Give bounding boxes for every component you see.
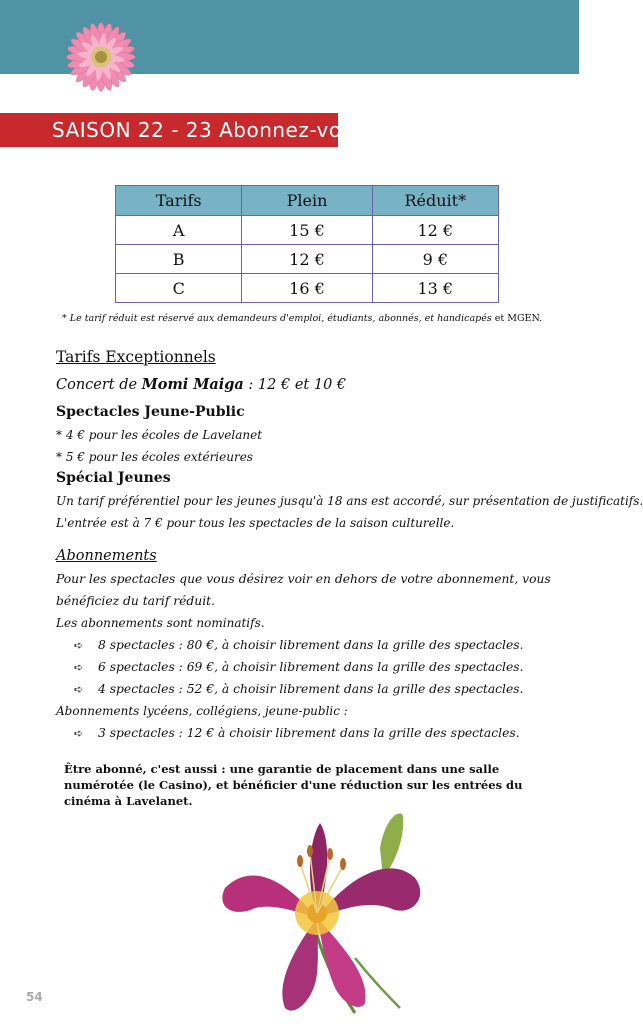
gerbera-flower-image xyxy=(58,14,144,100)
table-cell: 13 € xyxy=(372,274,498,303)
concert-line xyxy=(56,372,556,402)
table-cell: C xyxy=(116,274,242,303)
abonnements-lyceens: Abonnements lycéens, collégiens, jeune-public : xyxy=(56,704,348,718)
table-cell: 12 € xyxy=(372,216,498,245)
tarifs-table xyxy=(115,185,499,303)
list-item xyxy=(56,656,556,678)
page-number: 54 xyxy=(26,990,43,1004)
table-header: Réduit* xyxy=(372,186,498,216)
table-header: Plein xyxy=(242,186,372,216)
list-item-text: 3 spectacles : 12 € à choisir librement dans la grille des spectacles. xyxy=(98,726,520,740)
exceptionnels-heading: Tarifs Exceptionnels xyxy=(56,348,216,366)
arrow-right-icon: ➪ xyxy=(74,683,84,696)
abonnements-nominatifs: Les abonnements sont nominatifs. xyxy=(56,616,265,630)
season-banner: SAISON 22 - 23 Abonnez-vous ! xyxy=(0,113,338,147)
abonnements-intro: Pour les spectacles que vous désirez voir en dehors de votre abonnement, vous bénéficiez du tarif réduit. xyxy=(56,572,551,608)
abonne-note: Être abonné, c'est aussi : une garantie de placement dans une salle numérotée (le Casino), et bénéficier d'une réduction sur les entrées du cinéma à Lavelanet. xyxy=(64,762,523,808)
main-content xyxy=(56,346,643,744)
footnote-text-normal: et MGEN. xyxy=(491,313,543,324)
table-row xyxy=(116,216,499,245)
jeunes-line: Un tarif préférentiel pour les jeunes jusqu'à 18 ans est accordé, sur présentation de justificatifs. xyxy=(56,494,643,508)
table-row xyxy=(116,245,499,274)
lily-flower-image xyxy=(205,808,435,1018)
table-row xyxy=(116,274,499,303)
table-cell: B xyxy=(116,245,242,274)
arrow-right-icon: ➪ xyxy=(74,661,84,674)
footnote-text-italic: Le tarif réduit est réservé aux demandeurs d'emploi, étudiants, abonnés, et handicapés xyxy=(66,313,492,324)
table-cell: 9 € xyxy=(372,245,498,274)
list-item xyxy=(56,678,556,700)
table-cell: 15 € xyxy=(242,216,372,245)
table-cell: 16 € xyxy=(242,274,372,303)
jeune-public-line: * 5 € pour les écoles extérieures xyxy=(56,450,253,464)
table-cell: 12 € xyxy=(242,245,372,274)
jeunes-line: L'entrée est à 7 € pour tous les spectacles de la saison culturelle. xyxy=(56,516,455,530)
list-item-text: 6 spectacles : 69 €, à choisir librement dans la grille des spectacles. xyxy=(98,660,524,674)
list-item xyxy=(56,722,556,744)
jeunes-heading: Spécial Jeunes xyxy=(56,470,171,486)
list-item-text: 8 spectacles : 80 €, à choisir librement dans la grille des spectacles. xyxy=(98,638,524,652)
concert-prefix: Concert de xyxy=(56,377,142,393)
jeune-public-line: * 4 € pour les écoles de Lavelanet xyxy=(56,428,263,442)
arrow-right-icon: ➪ xyxy=(74,639,84,652)
tarif-footnote xyxy=(62,313,542,324)
table-header-row xyxy=(116,186,499,216)
footnote-star: * xyxy=(62,313,67,324)
abonnements-heading: Abonnements xyxy=(56,548,157,564)
jeune-public-heading: Spectacles Jeune-Public xyxy=(56,404,245,420)
list-item xyxy=(56,634,556,656)
concert-artist: Momi Maiga xyxy=(141,376,244,393)
list-item-text: 4 spectacles : 52 €, à choisir librement dans la grille des spectacles. xyxy=(98,682,524,696)
table-cell: A xyxy=(116,216,242,245)
arrow-right-icon: ➪ xyxy=(74,727,84,740)
concert-price: : 12 € et 10 € xyxy=(243,377,347,393)
table-header: Tarifs xyxy=(116,186,242,216)
